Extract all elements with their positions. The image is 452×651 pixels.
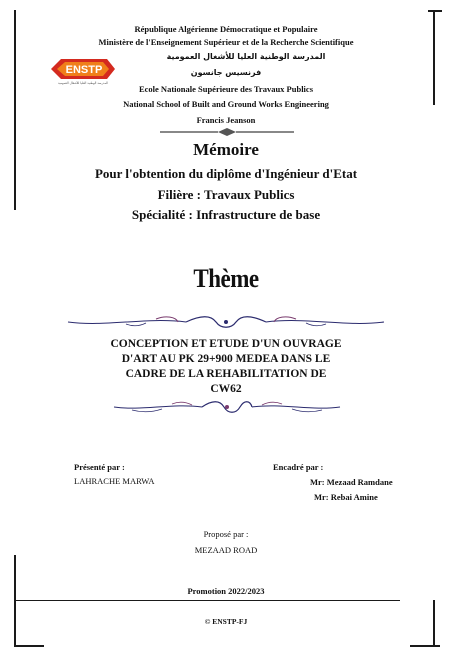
title-line-3: CADRE DE LA REHABILITATION DE xyxy=(125,368,327,380)
title-line-4: CW62 xyxy=(210,383,242,395)
supervisor-2: Mr: Rebai Amine xyxy=(314,492,378,502)
promotion: Promotion 2022/2023 xyxy=(187,586,265,596)
republic-line: République Algérienne Démocratique et Populaire xyxy=(134,24,318,34)
school-english: National School of Built and Ground Works Engineering xyxy=(123,99,329,109)
border-top-right xyxy=(428,10,442,12)
theme-label: Thème xyxy=(193,264,259,293)
title-line-1: CONCEPTION ET ETUDE D'UN OUVRAGE xyxy=(110,338,342,350)
top-flourish xyxy=(66,313,386,331)
border-bottom-right xyxy=(410,645,440,647)
school-french: Ecole Nationale Supérieure des Travaux Publics xyxy=(138,84,314,94)
document-type: Mémoire xyxy=(193,140,259,159)
specialite: Spécialité : Infrastructure de base xyxy=(131,207,321,222)
school-arabic: المدرسة الوطنية العليا للأشغال العمومية xyxy=(166,52,326,61)
filiere: Filière : Travaux Publics xyxy=(157,187,295,202)
border-bottom-left xyxy=(14,645,44,647)
title-line-2: D'ART AU PK 29+900 MEDEA DANS LE xyxy=(121,353,331,365)
bottom-flourish xyxy=(112,397,342,417)
proposed-label: Proposé par : xyxy=(203,529,249,539)
ministry-line: Ministère de l'Enseignement Supérieur et de la Recherche Scientifique xyxy=(98,37,354,47)
student-name: LAHRACHE MARWA xyxy=(74,476,155,486)
logo-subtext: المدرسة الوطنية العليا للأشغال العمومية xyxy=(58,81,108,85)
presented-label: Présenté par : xyxy=(74,462,125,472)
founder-name: Francis Jeanson xyxy=(196,115,256,125)
border-bottom-line xyxy=(14,600,400,601)
supervisor-1: Mr: Mezaad Ramdane xyxy=(310,477,393,487)
logo-text: ENSTP xyxy=(65,64,103,76)
copyright: © ENSTP-FJ xyxy=(204,617,248,626)
supervised-label: Encadré par : xyxy=(273,462,324,472)
proposer-name: MEZAAD ROAD xyxy=(194,545,258,555)
founder-arabic: فرنسيس جانسون xyxy=(190,68,262,77)
degree-purpose: Pour l'obtention du diplôme d'Ingénieur d'Etat xyxy=(94,166,358,181)
header-divider xyxy=(160,127,294,137)
